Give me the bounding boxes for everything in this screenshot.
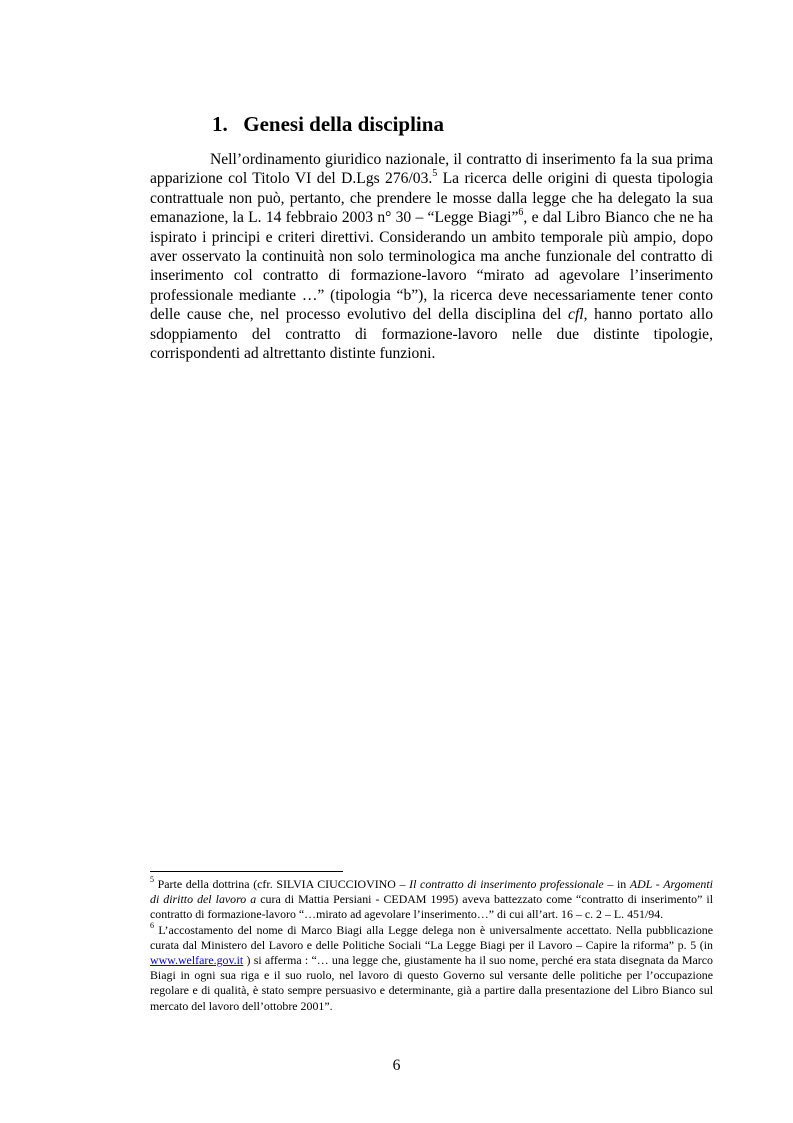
cfl-italic: cfl (568, 306, 584, 324)
footnote-text: L’accostamento del nome di Marco Biagi alla Legge delega non è universalmente accettato. Nella pubblicazione curata dal Ministero del Lavoro e delle Politiche Sociali “La Legge Biagi per il Lavoro – Capire la riforma” p. 5 (in (150, 922, 713, 952)
footnote-6 (150, 920, 713, 1014)
footnote-italic: Il contratto di inserimento professionale (409, 877, 604, 891)
body-text-segment: La ricerca delle origini di questa tipologia contrattuale non può, pertanto, che prendere le mosse dalla legge che ha delegato la sua emanazione, la L. 14 febbraio 2003 n° 30 – “Legge Biagi” (150, 170, 713, 227)
body-paragraph (150, 150, 713, 363)
footnote-marker: 5 (150, 875, 154, 885)
welfare-link[interactable]: www.welfare.gov.it (150, 953, 244, 968)
footnote-ref-6[interactable]: 6 (518, 207, 524, 219)
footnote-ref-5[interactable]: 5 (432, 168, 438, 180)
footnotes (150, 877, 713, 1014)
body-text-segment: , e dal Libro Bianco che ne ha ispirato i principi e criteri direttivi. Considerando un ambito temporale più ampio, dopo aver osservato la continuità non solo terminologica ma anche funzionale del contratto di inserimento col contratto di formazione-lavoro “mirato ad agevolare l’inserimento professionale mediante …” (tipologia “b”), la ricerca deve necessariamente tener conto delle cause che, nel processo evolutivo del della disciplina del (150, 209, 713, 324)
footnote-5 (150, 877, 713, 923)
footnote-text: ) si afferma : “… una legge che, giustamente ha il suo nome, perché era stata disegnata da Marco Biagi in ogni sua riga e il suo ruolo, nel lavoro di questo Governo sul versante delle politiche per l’occupazione regolare e di qualità, è stato sempre persuasivo e determinante, già a partire dalla presentazione del Libro Bianco sul mercato del lavoro dell’ottobre 2001”. (150, 953, 713, 1013)
footnote-text: Parte della dottrina (cfr. SILVIA CIUCCIOVINO – (154, 877, 410, 891)
body-text-segment: Nell’ordinamento giuridico nazionale, il contratto di inserimento fa la sua prima apparizione col Titolo VI del D.Lgs 276/03. (150, 151, 713, 188)
section-title: Genesi della disciplina (243, 112, 444, 136)
footnote-separator (150, 871, 343, 872)
body-text-segment: , hanno portato allo sdoppiamento del contratto di formazione-lavoro nelle due distinte tipologie, corrispondenti ad altrettanto distinte funzioni. (150, 306, 713, 363)
page-number: 6 (392, 1057, 401, 1074)
section-heading (212, 110, 444, 138)
footnote-marker: 6 (150, 920, 154, 930)
footnote-text: – in (603, 877, 630, 891)
footnote-text: cura di Mattia Persiani - CEDAM 1995) aveva battezzato come “contratto di inserimento” il contratto di formazione-lavoro “…mirato ad agevolare l’inserimento…” di cui all’art. 16 – c. 2 – L. 451/94. (150, 892, 713, 922)
footnote-italic: ADL - Argomenti di diritto del lavoro a (150, 877, 713, 907)
section-number: 1. (212, 112, 228, 136)
